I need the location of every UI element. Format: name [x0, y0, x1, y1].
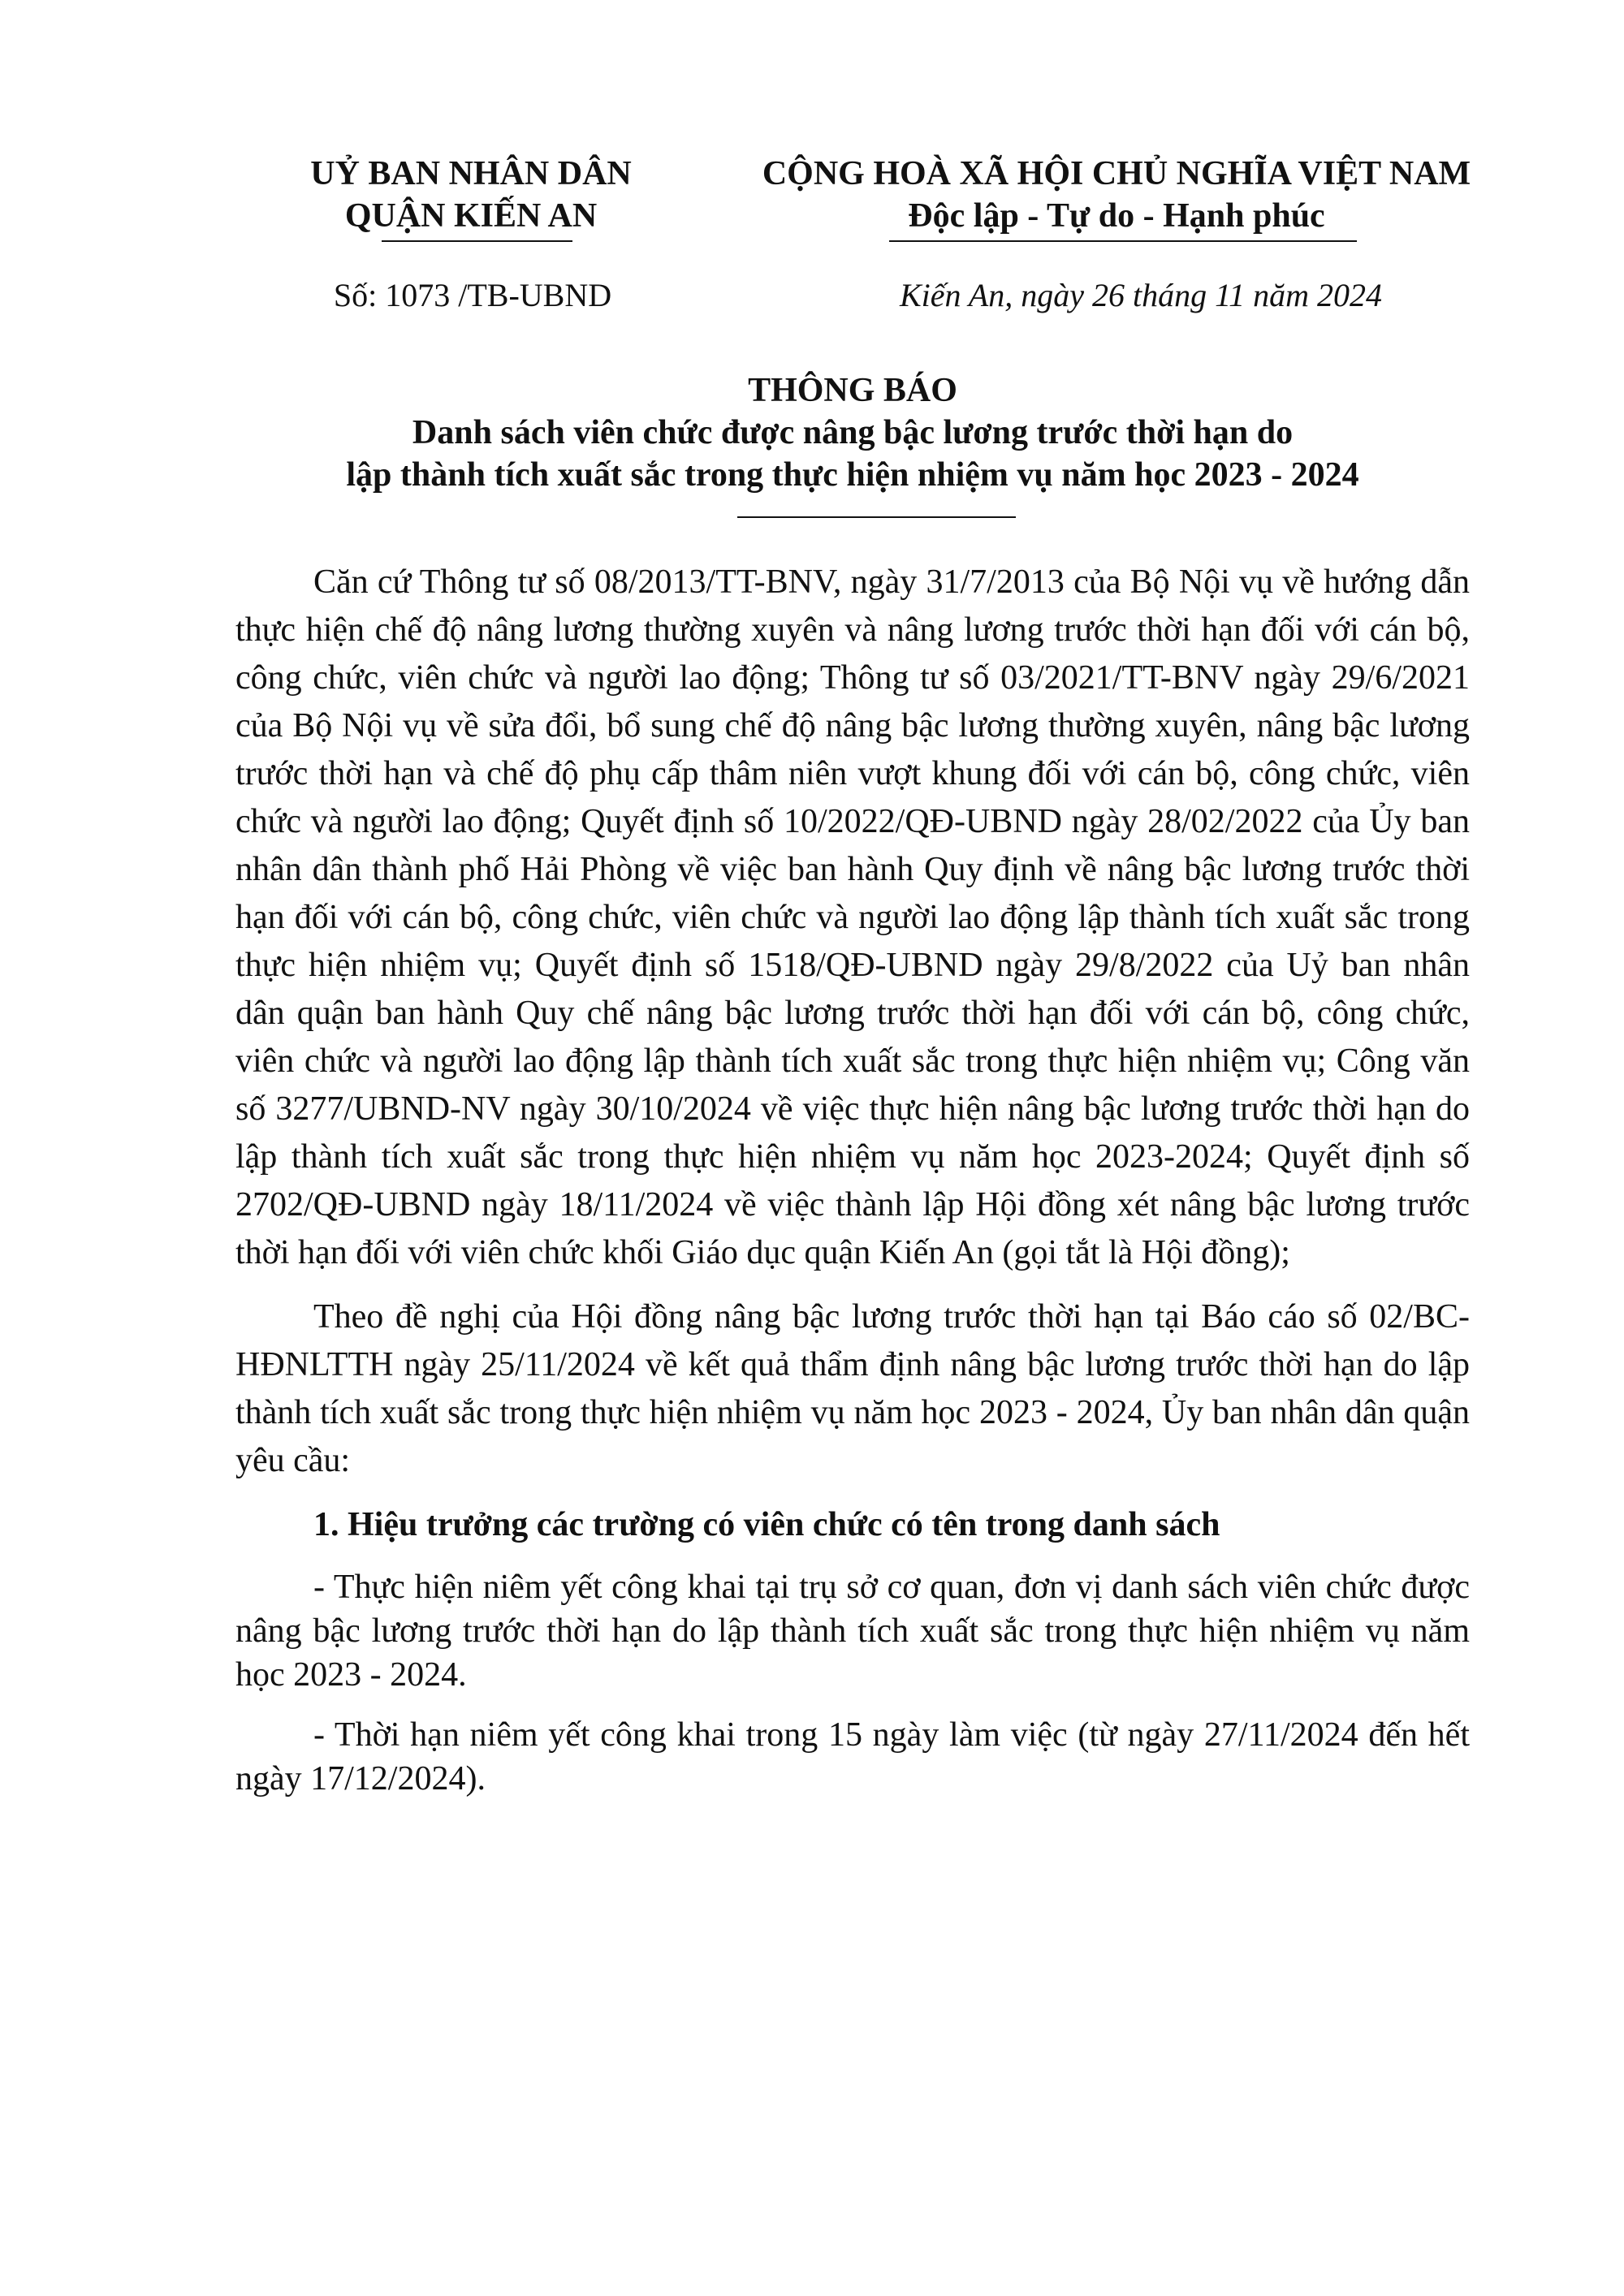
legal-basis-paragraph: Căn cứ Thông tư số 08/2013/TT-BNV, ngày 31/7/2013 của Bộ Nội vụ về hướng dẫn thực hiện chế độ nâng lương thường xuyên và nâng lương trước thời hạn đối với cán bộ, công chức, viên chức và người lao động; Thông tư số 03/2021/TT-BNV ngày 29/6/2021 của Bộ Nội vụ về sửa đổi, bổ sung chế độ nâng bậc lương thường xuyên, nâng bậc lương trước thời hạn và chế độ phụ cấp thâm niên vượt khung đối với cán bộ, công chức, viên chức và người lao động; Quyết định số 10/2022/QĐ-UBND ngày 28/02/2022 của Ủy ban nhân dân thành phố Hải Phòng về việc ban hành Quy định về nâng bậc lương trước thời hạn đối với cán bộ, công chức, viên chức và người lao động lập thành tích xuất sắc trong thực hiện nhiệm vụ; Quyết định số 1518/QĐ-UBND ngày 29/8/2022 của Uỷ ban nhân dân quận ban hành Quy chế nâng bậc lương trước thời hạn đối với cán bộ, công chức, viên chức và người lao động lập thành tích xuất sắc trong thực hiện nhiệm vụ; Công văn số 3277/UBND-NV ngày 30/10/2024 về việc thực hiện nâng bậc lương trước thời hạn do lập thành tích xuất sắc trong thực hiện nhiệm vụ năm học 2023-2024; Quyết định số 2702/QĐ-UBND ngày 18/11/2024 về việc thành lập Hội đồng xét nâng bậc lương trước thời hạn đối với viên chức khối Giáo dục quận Kiến An (gọi tắt là Hội đồng);	[235, 563, 1470, 1271]
agency-line-1: UỶ BAN NHÂN DÂN	[310, 155, 632, 192]
subtitle-line-2: lập thành tích xuất sắc trong thực hiện nhiệm vụ năm học 2023 - 2024	[346, 456, 1359, 494]
subtitle-line-1: Danh sách viên chức được nâng bậc lương trước thời hạn do	[412, 414, 1294, 451]
document-title: THÔNG BÁO	[748, 372, 957, 409]
section-1-heading: 1. Hiệu trưởng các trường có viên chức có tên trong danh sách	[313, 1506, 1220, 1543]
document-body	[235, 559, 1470, 1817]
document-date: Kiến An, ngày 26 tháng 11 năm 2024	[899, 277, 1383, 313]
document-number: Số: 1073 /TB-UBND	[333, 277, 612, 313]
section-1-item-2: - Thời hạn niêm yết công khai trong 15 ngày làm việc (từ ngày 27/11/2024 đến hết ngày 17/12/2024).	[235, 1716, 1470, 1798]
document-subtitle	[244, 412, 1462, 496]
agency-line-2: QUẬN KIẾN AN	[344, 197, 598, 235]
section-1-item-1: - Thực hiện niêm yết công khai tại trụ sở cơ quan, đơn vị danh sách viên chức được nâng bậc lương trước thời hạn do lập thành tích xuất sắc trong thực hiện nhiệm vụ năm học 2023 - 2024.	[235, 1569, 1470, 1694]
motto-line: Độc lập - Tự do - Hạnh phúc	[908, 197, 1325, 235]
motto-underline	[889, 240, 1357, 242]
country-name: CỘNG HOÀ XÃ HỘI CHỦ NGHĨA VIỆT NAM	[762, 155, 1471, 192]
agency-underline	[382, 240, 572, 242]
national-motto	[731, 153, 1502, 237]
issuing-agency	[268, 153, 674, 237]
request-paragraph: Theo đề nghị của Hội đồng nâng bậc lương trước thời hạn tại Báo cáo số 02/BC-HĐNLTTH ngày 25/11/2024 về kết quả thẩm định nâng bậc lương trước thời hạn do lập thành tích xuất sắc trong thực hiện nhiệm vụ năm học 2023 - 2024, Ủy ban nhân dân quận yêu cầu:	[235, 1298, 1470, 1479]
title-underline	[737, 516, 1016, 518]
